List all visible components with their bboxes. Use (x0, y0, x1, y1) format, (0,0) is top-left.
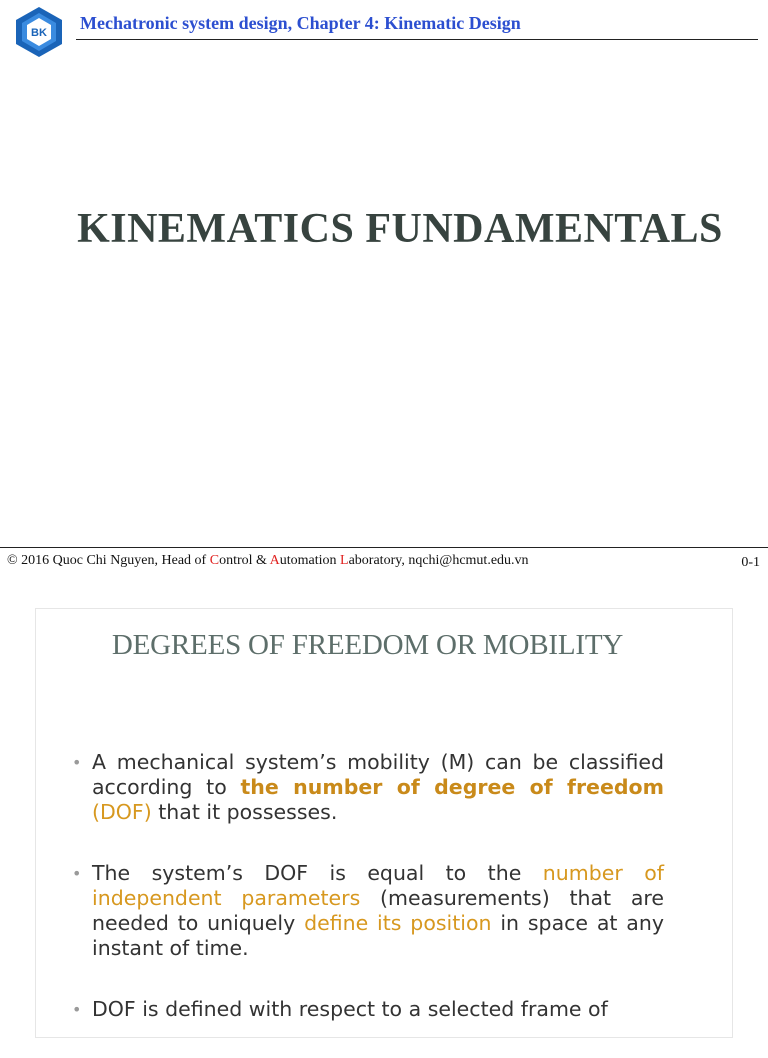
slide-2 (35, 608, 733, 1038)
footer-divider (0, 547, 768, 548)
bullet-item: • A mechanical system’s mobility (M) can be classified according to the number of degree of freedom (DOF) that it possesses. (72, 750, 664, 824)
slide-2-title: DEGREES OF FREEDOM OR MOBILITY (111, 629, 624, 661)
bullet-icon: • (72, 753, 82, 772)
bullet-item: • The system’s DOF is equal to the number of independent parameters (measurements) that are needed to uniquely define its position in space at any instant of time. (72, 861, 664, 960)
copyright-footer: © 2016 Quoc Chi Nguyen, Head of Control & Automation Laboratory, nqchi@hcmut.edu.vn (7, 553, 529, 568)
university-logo (13, 6, 65, 58)
bullet-icon: • (72, 1000, 82, 1019)
page-number: 0-1 (741, 555, 760, 570)
bullet-item: • DOF is defined with respect to a selected frame of (72, 997, 608, 1021)
slide-title: KINEMATICS FUNDAMENTALS (77, 206, 723, 252)
header-divider (76, 39, 758, 40)
course-header-title: Mechatronic system design, Chapter 4: Kinematic Design (80, 13, 521, 33)
bullet-icon: • (72, 864, 82, 883)
bullet-list (72, 750, 664, 1058)
svg-text:BK: BK (31, 27, 47, 39)
bk-logo-icon (13, 6, 65, 58)
